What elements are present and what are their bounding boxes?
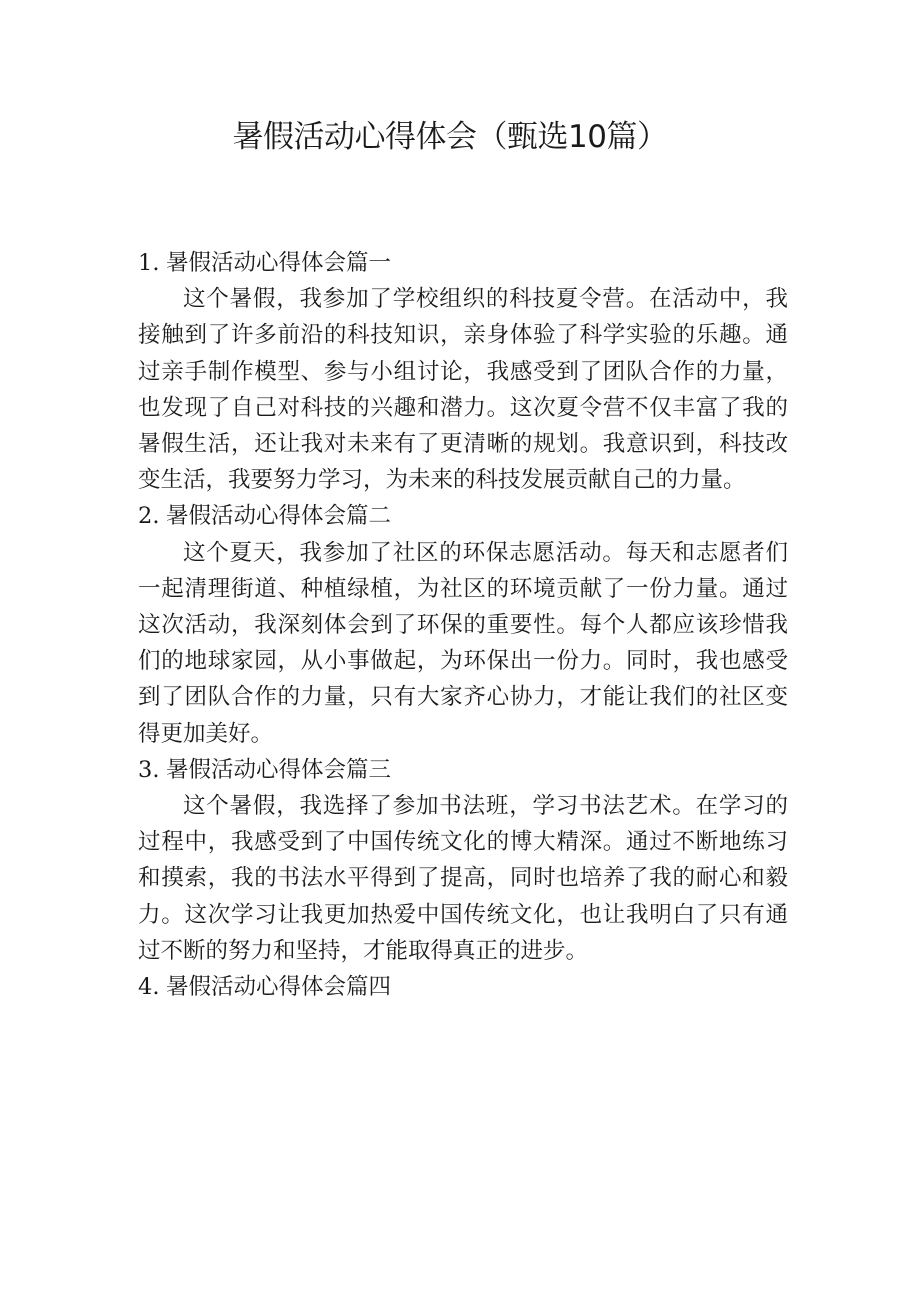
section-1: [138, 245, 788, 498]
document-body: [138, 245, 788, 1005]
section-heading-text: 暑假活动心得体会篇一: [166, 250, 392, 276]
section-3: [138, 752, 788, 969]
section-heading: [138, 245, 788, 281]
section-heading: [138, 752, 788, 788]
section-heading: [138, 969, 788, 1005]
section-paragraph: 这个暑假，我选择了参加书法班，学习书法艺术。在学习的过程中，我感受到了中国传统文化的博大精深。通过不断地练习和摸索，我的书法水平得到了提高，同时也培养了我的耐心和毅力。这次学习让我更加热爱中国传统文化，也让我明白了只有通过不断的努力和坚持，才能取得真正的进步。: [138, 793, 788, 964]
section-heading-text: 暑假活动心得体会篇二: [166, 503, 392, 530]
section-heading: [138, 498, 788, 534]
section-number: 2.: [138, 503, 160, 530]
section-heading-text: 暑假活动心得体会篇四: [166, 974, 392, 1001]
document-title: 暑假活动心得体会（甄选10篇）: [232, 119, 668, 155]
section-number: 4.: [138, 974, 160, 1001]
section-number: 3.: [138, 756, 160, 783]
section-heading-text: 暑假活动心得体会篇三: [166, 756, 392, 783]
section-2: [138, 498, 788, 751]
section-4: [138, 969, 788, 1005]
section-paragraph: 这个暑假，我参加了学校组织的科技夏令营。在活动中，我接触到了许多前沿的科技知识，亲身体验了科学实验的乐趣。通过亲手制作模型、参与小组讨论，我感受到了团队合作的力量，也发现了自己对科技的兴趣和潜力。这次夏令营不仅丰富了我的暑假生活，还让我对未来有了更清晰的规划。我意识到，科技改变生活，我要努力学习，为未来的科技发展贡献自己的力量。: [138, 286, 788, 494]
section-number: 1.: [138, 250, 160, 276]
section-paragraph: 这个夏天，我参加了社区的环保志愿活动。每天和志愿者们一起清理街道、种植绿植，为社区的环境贡献了一份力量。通过这次活动，我深刻体会到了环保的重要性。每个人都应该珍惜我们的地球家园，从小事做起，为环保出一份力。同时，我也感受到了团队合作的力量，只有大家齐心协力，才能让我们的社区变得更加美好。: [138, 539, 788, 747]
